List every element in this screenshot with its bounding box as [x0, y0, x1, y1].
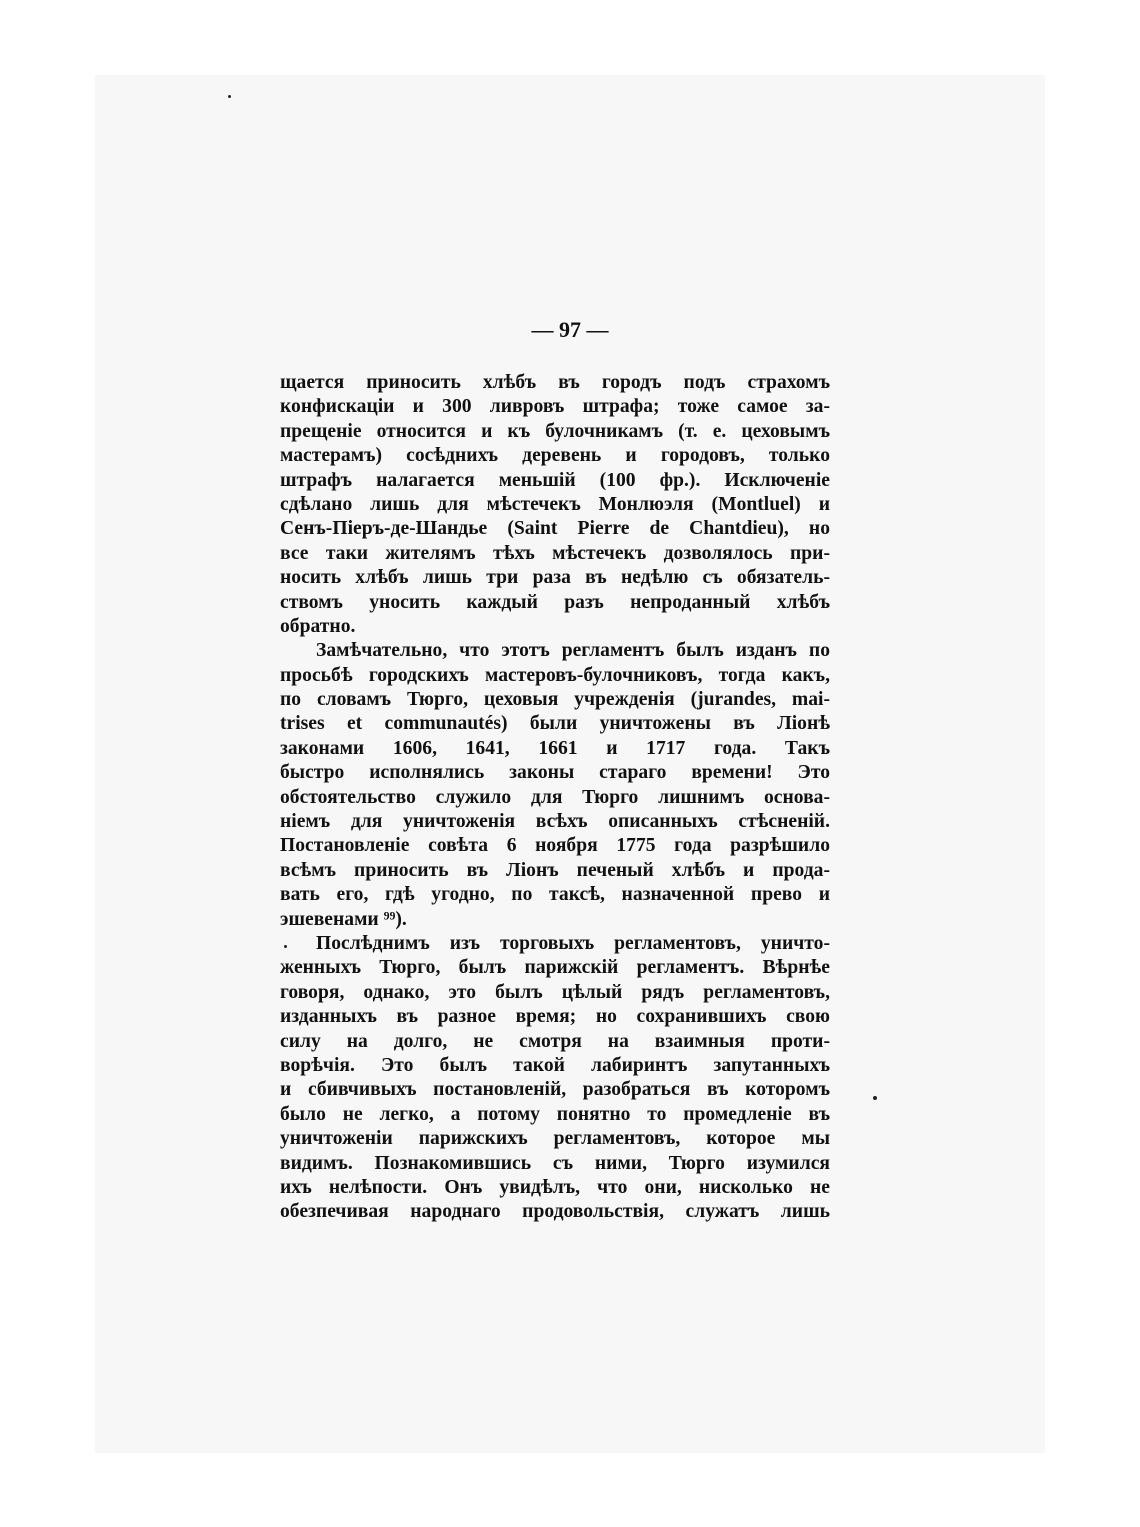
scan-speck	[873, 1096, 877, 1100]
text-line: конфискаціи и 300 ливровъ штрафа; тоже самое за-	[280, 396, 830, 418]
text-line: Послѣднимъ изъ торговыхъ регламентовъ, уничто-	[316, 932, 830, 954]
text-line: быстро исполнялись законы стараго времени! Это	[280, 762, 830, 784]
text-line: ніемъ для уничтоженія всѣхъ описанныхъ стѣсненій.	[280, 811, 830, 833]
text-line: видимъ. Познакомившись съ ними, Тюрго изумился	[280, 1152, 830, 1174]
text-line: Постановленіе совѣта 6 ноября 1775 года разрѣшило	[280, 835, 830, 857]
text-line: ствомъ уносить каждый разъ непроданный хлѣбъ	[280, 591, 830, 613]
text-line: и сбивчивыхъ постановленій, разобраться въ которомъ	[280, 1079, 830, 1101]
body-text	[280, 371, 830, 1225]
text-line: Замѣчательно, что этотъ регламентъ былъ изданъ по	[316, 640, 830, 662]
text-line: силу на долго, не смотря на взаимныя проти-	[280, 1030, 830, 1052]
text-line: просьбѣ городскихъ мастеровъ-булочниковъ, тогда какъ,	[280, 664, 830, 686]
scan-speck	[228, 95, 231, 98]
text-line: сдѣлано лишь для мѣстечекъ Монлюэля (Montluel) и	[280, 493, 830, 515]
text-line: уничтоженіи парижскихъ регламентовъ, которое мы	[280, 1128, 830, 1150]
text-line: по словамъ Тюрго, цеховыя учрежденія (jurandes, mai-	[280, 689, 830, 711]
text-line: носить хлѣбъ лишь три раза въ недѣлю съ обязатель-	[280, 567, 830, 589]
text-line: trises et communautés) были уничтожены въ Ліонѣ	[280, 713, 830, 735]
page-number: — 97 —	[531, 317, 609, 342]
text-line: женныхъ Тюрго, былъ парижскій регламентъ. Вѣрнѣе	[280, 957, 830, 979]
text-line: обезпечивая народнаго продовольствія, служатъ лишь	[280, 1201, 830, 1223]
text-line: ворѣчія. Это былъ такой лабиринтъ запутанныхъ	[280, 1054, 830, 1076]
text-line: прещеніе относится и къ булочникамъ (т. е. цеховымъ	[280, 420, 830, 442]
text-line: всѣмъ приносить въ Ліонъ печеный хлѣбъ и прода-	[280, 859, 830, 881]
text-line: мастерамъ) сосѣднихъ деревень и городовъ, только	[280, 445, 830, 467]
text-line: все таки жителямъ тѣхъ мѣстечекъ дозволялось при-	[280, 542, 830, 564]
text-line: обстоятельство служило для Тюрго лишнимъ основа-	[280, 786, 830, 808]
text-line: ихъ нелѣпости. Онъ увидѣлъ, что они, нисколько не	[280, 1176, 830, 1198]
text-line: обратно.	[280, 615, 356, 637]
text-line: штрафъ налагается меньшій (100 фр.). Исключеніе	[280, 469, 830, 491]
text-line: говоря, однако, это былъ цѣлый рядъ регламентовъ,	[280, 981, 830, 1003]
text-line: эшевенами ⁹⁹).	[280, 908, 407, 930]
text-line: изданныхъ въ разное время; но сохранившихъ свою	[280, 1006, 830, 1028]
text-line: вать его, гдѣ угодно, по таксѣ, назначенной прево и	[280, 884, 830, 906]
text-line: щается приносить хлѣбъ въ городъ подъ страхомъ	[280, 372, 830, 393]
text-line: было не легко, а потому понятно то промедленіе въ	[280, 1103, 830, 1125]
text-line: Сенъ-Піеръ-де-Шандье (Saint Pierre de Chantdieu), но	[280, 518, 830, 540]
text-line: законами 1606, 1641, 1661 и 1717 года. Такъ	[280, 737, 830, 759]
